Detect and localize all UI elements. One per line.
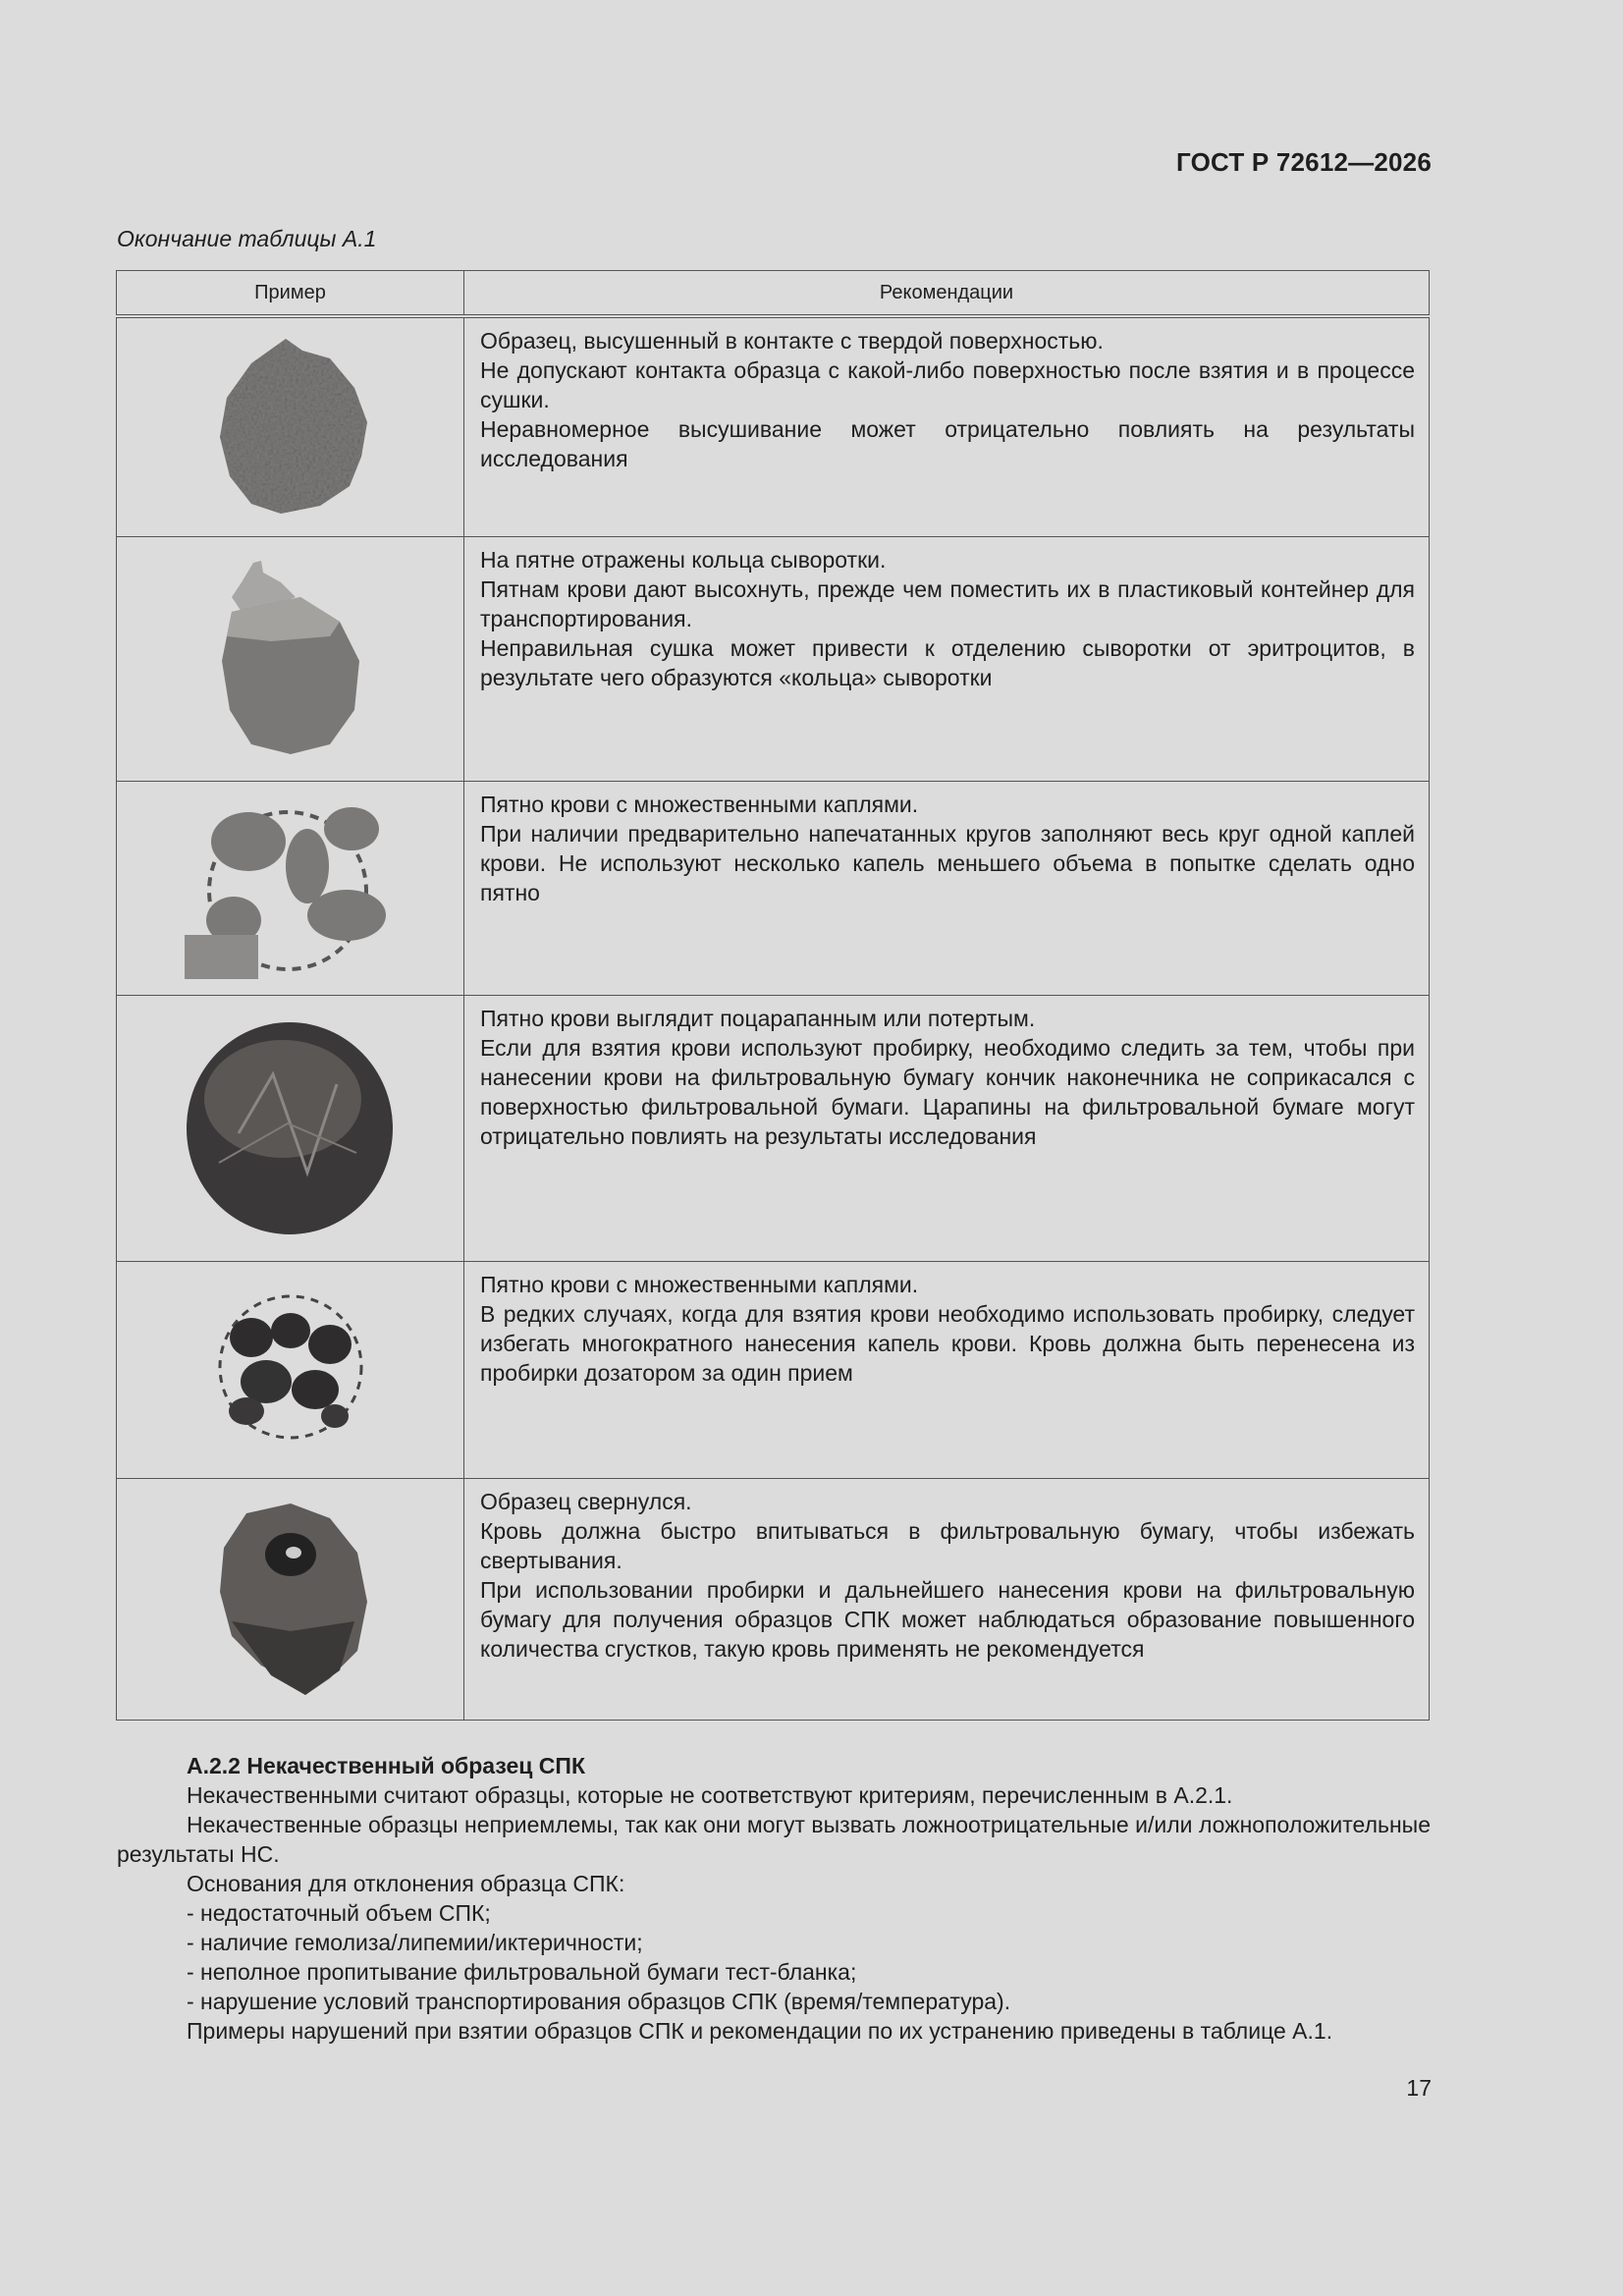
- table-row: [117, 316, 1430, 536]
- recommendation-text: Пятнам крови дают высохнуть, прежде чем поместить их в пластиковый контейнер для транспортирования.: [480, 575, 1415, 631]
- example-image-cell: [117, 536, 464, 781]
- recommendation-cell: [464, 536, 1430, 781]
- example-image-cell: [117, 316, 464, 536]
- recommendation-text: Если для взятия крови используют пробирку, необходимо следить за тем, чтобы при нанесении крови на фильтровальную бумагу кончик наконечника не соприкасался с поверхностью фильтровальной бумаги. Царапины на фильтровальной бумаге могут отрицательно повлиять на результаты исследования: [480, 1034, 1415, 1149]
- section-heading: А.2.2 Некачественный образец СПК: [187, 1753, 585, 1778]
- scratched-spot-icon: [180, 1015, 401, 1241]
- recommendation-title: Пятно крови выглядит поцарапанным или потертым.: [480, 1005, 1036, 1031]
- table-row: [117, 995, 1430, 1261]
- serum-rings-spot-icon: [192, 553, 389, 764]
- recommendation-text: Неправильная сушка может привести к отделению сыворотки от эритроцитов, в результате чего образуются «кольца» сыворотки: [480, 634, 1415, 690]
- table-caption: Окончание таблицы А.1: [117, 226, 377, 251]
- recommendation-title: Пятно крови с множественными каплями.: [480, 791, 919, 817]
- recommendation-cell: [464, 1261, 1430, 1478]
- example-image-cell: [117, 1261, 464, 1478]
- recommendation-cell: [464, 781, 1430, 995]
- table-row: [117, 1478, 1430, 1720]
- recommendation-title: Пятно крови с множественными каплями.: [480, 1271, 919, 1297]
- recommendation-text: Не допускают контакта образца с какой-либо поверхностью после взятия и в процессе сушки.: [480, 357, 1415, 412]
- recommendation-text: При наличии предварительно напечатанных кругов заполняют весь круг одной каплей крови. Не используют несколько капель меньшего объема в попытке сделать одно пятно: [480, 820, 1415, 905]
- page-number: 17: [1406, 2075, 1432, 2101]
- clotted-spot-icon: [192, 1494, 389, 1705]
- paragraph: Некачественные образцы неприемлемы, так как они могут вызвать ложноотрицательные и/или ложноположительные результаты НС.: [117, 1812, 1431, 1867]
- column-header-example: Пример: [117, 271, 464, 317]
- dried-on-hard-surface-spot-icon: [192, 329, 389, 525]
- paragraph: Примеры нарушений при взятии образцов СПК и рекомендации по их устранению приведены в таблице А.1.: [187, 2018, 1333, 2044]
- list-item: - неполное пропитывание фильтровальной бумаги тест-бланка;: [187, 1959, 857, 1985]
- document-standard-number: ГОСТ Р 72612—2026: [1176, 147, 1432, 177]
- examples-table: [116, 270, 1430, 1721]
- recommendation-title: Образец свернулся.: [480, 1488, 692, 1514]
- multiple-drops-tube-spot-icon: [192, 1284, 389, 1455]
- table-header-row: [117, 271, 1430, 317]
- recommendation-title: На пятне отражены кольца сыворотки.: [480, 546, 887, 573]
- recommendation-text: Неравномерное высушивание может отрицательно повлиять на результаты исследования: [480, 416, 1415, 471]
- table-row: [117, 781, 1430, 995]
- table-row: [117, 536, 1430, 781]
- recommendation-text: Кровь должна быстро впитываться в фильтровальную бумагу, чтобы избежать свертывания.: [480, 1517, 1415, 1573]
- example-image-cell: [117, 1478, 464, 1720]
- recommendation-cell: [464, 1478, 1430, 1720]
- list-item: - нарушение условий транспортирования образцов СПК (время/температура).: [187, 1989, 1011, 2014]
- list-item: - наличие гемолиза/липемии/иктеричности;: [187, 1930, 643, 1955]
- recommendation-title: Образец, высушенный в контакте с твердой поверхностью.: [480, 328, 1104, 354]
- example-image-cell: [117, 781, 464, 995]
- table-row: [117, 1261, 1430, 1478]
- paragraph: Основания для отклонения образца СПК:: [187, 1871, 625, 1896]
- recommendation-cell: [464, 995, 1430, 1261]
- column-header-recommendations: Рекомендации: [464, 271, 1430, 317]
- list-item: - недостаточный объем СПК;: [187, 1900, 491, 1926]
- recommendation-cell: [464, 316, 1430, 536]
- section-a-2-2: [117, 1751, 1431, 2046]
- multiple-drops-spot-icon: [185, 797, 396, 979]
- paragraph: Некачественными считают образцы, которые не соответствуют критериям, перечисленным в А.2.1.: [187, 1782, 1233, 1808]
- recommendation-text: В редких случаях, когда для взятия крови необходимо использовать пробирку, следует избегать многократного нанесения капель крови. Кровь должна быть перенесена из пробирки дозатором за один прием: [480, 1300, 1415, 1386]
- recommendation-text: При использовании пробирки и дальнейшего нанесения крови на фильтровальную бумагу для получения образцов СПК может наблюдаться образование повышенного количества сгустков, такую кровь применять не рекомендуется: [480, 1576, 1415, 1662]
- example-image-cell: [117, 995, 464, 1261]
